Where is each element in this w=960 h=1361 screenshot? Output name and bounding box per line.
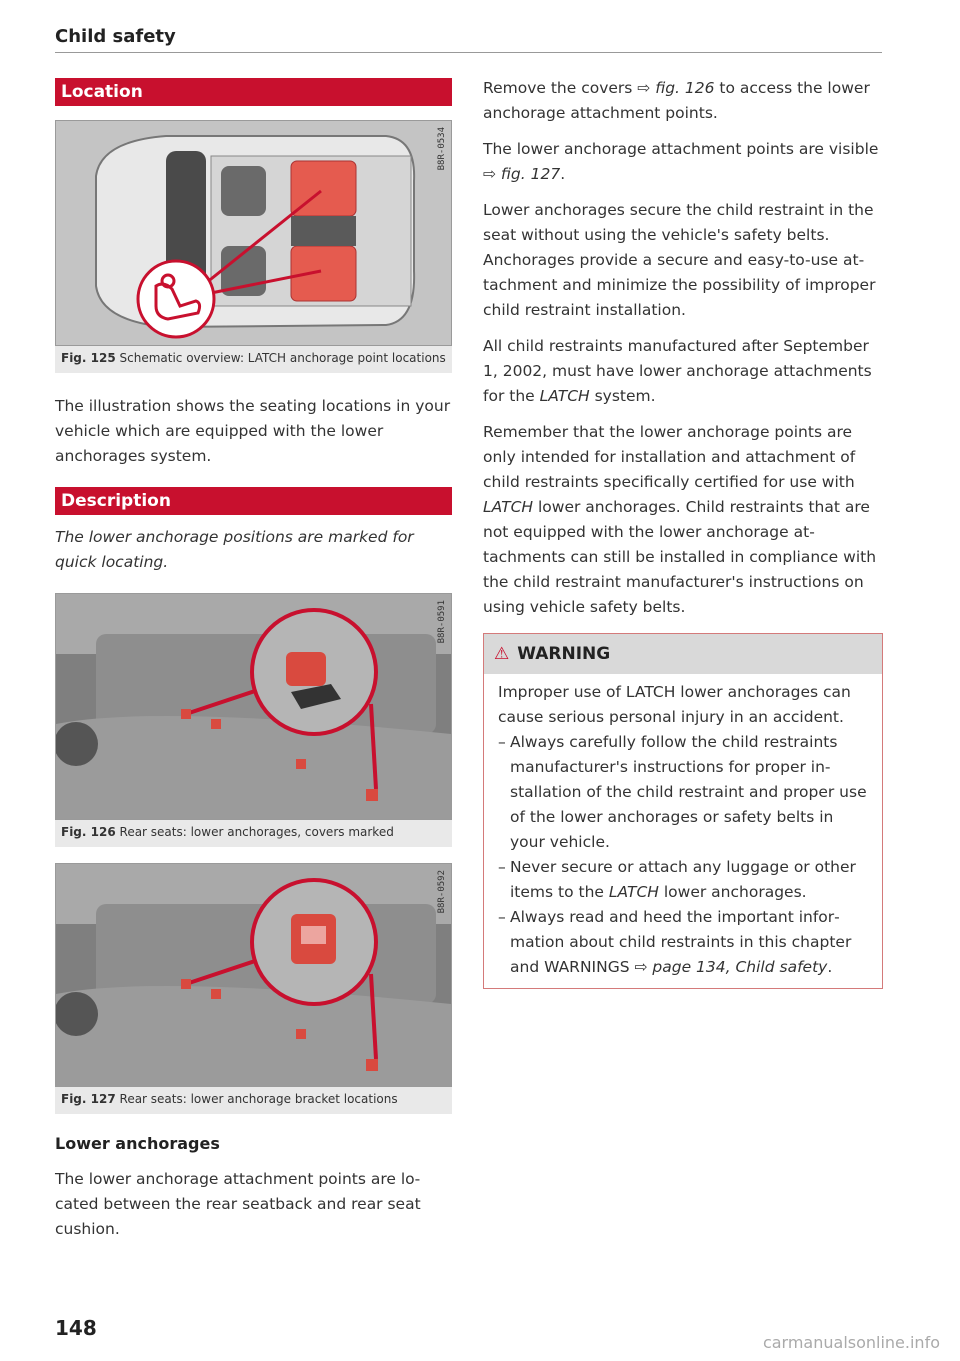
rear-seat-brackets-illustration — [56, 864, 451, 1086]
figure-125 — [55, 120, 452, 346]
caption-label: Fig. 125 — [61, 351, 116, 365]
right-column — [483, 76, 883, 989]
figure-125-caption — [55, 346, 452, 373]
figure-code: B8R-0591 — [437, 600, 447, 644]
text: . — [560, 165, 566, 183]
text: LATCH — [608, 883, 659, 901]
warning-triangle-icon: ⚠ — [494, 644, 510, 664]
caption-text: Schematic overview: LATCH anchorage point locations — [119, 351, 446, 365]
section-heading-description: Description — [55, 487, 452, 515]
lower-anchorages-paragraph: The lower anchorage attachment points are located between the rear seatback and rear seat cushion. — [55, 1170, 421, 1238]
text: . — [827, 958, 833, 976]
left-column — [55, 78, 452, 1242]
figure-code: B8R-0592 — [437, 870, 447, 914]
warning-header — [484, 634, 882, 674]
section-heading-location: Location — [55, 78, 452, 106]
text: Remove the covers — [483, 79, 638, 97]
page-reference-link[interactable]: ⇨ page 134, Child safety — [634, 958, 828, 976]
car-overview-illustration — [56, 121, 451, 345]
warning-list — [498, 730, 868, 980]
paragraph-visible — [483, 137, 883, 187]
text: LATCH — [539, 387, 590, 405]
page-number: 148 — [55, 1316, 97, 1340]
fig-reference-link[interactable]: ⇨ fig. 126 — [637, 79, 715, 97]
warning-box — [483, 633, 883, 989]
fig-reference-link[interactable]: ⇨ fig. 127 — [483, 165, 561, 183]
caption-text: Rear seats: lower anchorages, covers marked — [119, 825, 394, 839]
intro-paragraph: The illustration shows the seating locations in your vehicle which are equipped with the lower anchorages system. — [55, 397, 451, 465]
figure-127 — [55, 863, 452, 1087]
paragraph-secure: Lower anchorages secure the child restraint in the seat without using the vehicle's safety belts. Anchorages provide a secure and easy-to-use attachment and minimize the possibility of improper child restraint installation. — [483, 201, 876, 319]
caption-label: Fig. 126 — [61, 825, 116, 839]
list-item — [498, 855, 868, 905]
text: Always read and heed the important information about child restraints in this chapter and WARNINGS — [510, 908, 852, 976]
paragraph-remember — [483, 420, 883, 620]
header-rule — [55, 52, 882, 53]
figure-code: B8R-0534 — [437, 127, 447, 171]
text: Remember that the lower anchorage points are only intended for installation and attachment of child restraints specifically certified for use with — [483, 423, 856, 491]
list-item: – Always carefully follow the child restraints manufacturer's instructions for proper installation of the child restraint and proper use of the lower anchorages or safety belts in your vehicle. — [498, 730, 868, 855]
paragraph-manufactured — [483, 334, 883, 409]
watermark: carmanualsonline.info — [762, 1333, 940, 1352]
running-head-title: Child safety — [55, 26, 176, 47]
figure-126 — [55, 593, 452, 820]
text: The lower anchorage attachment points are visible — [483, 140, 879, 158]
caption-text: Rear seats: lower anchorage bracket locations — [119, 1092, 398, 1106]
warning-title: WARNING — [517, 644, 611, 664]
text: lower anchorages. Child restraints that are not equipped with the lower anchorage attachments can still be installed in compliance with the child restraint manufacturer's instructions on using vehicle safety belts. — [483, 498, 877, 616]
list-item — [498, 905, 868, 980]
paragraph-remove-covers — [483, 76, 883, 126]
caption-label: Fig. 127 — [61, 1092, 116, 1106]
text: All child restraints manufactured after September 1, 2002, must have lower anchorage attachments for the — [483, 337, 872, 405]
text: to access the lower anchorage attachment points. — [483, 79, 870, 122]
lower-anchorages-heading: Lower anchorages — [55, 1134, 220, 1153]
warning-intro: Improper use of LATCH lower anchorages can cause serious personal injury in an accident. — [498, 683, 851, 726]
warning-body — [484, 674, 882, 988]
rear-seat-covers-illustration — [56, 594, 451, 819]
text: system. — [589, 387, 656, 405]
text: LATCH — [483, 498, 534, 516]
text: lower anchorages. — [658, 883, 807, 901]
description-lead: The lower anchorage positions are marked for quick locating. — [55, 528, 414, 571]
text: Never secure or attach any luggage or other items to the — [510, 858, 856, 901]
figure-126-caption — [55, 820, 452, 847]
figure-127-caption — [55, 1087, 452, 1114]
